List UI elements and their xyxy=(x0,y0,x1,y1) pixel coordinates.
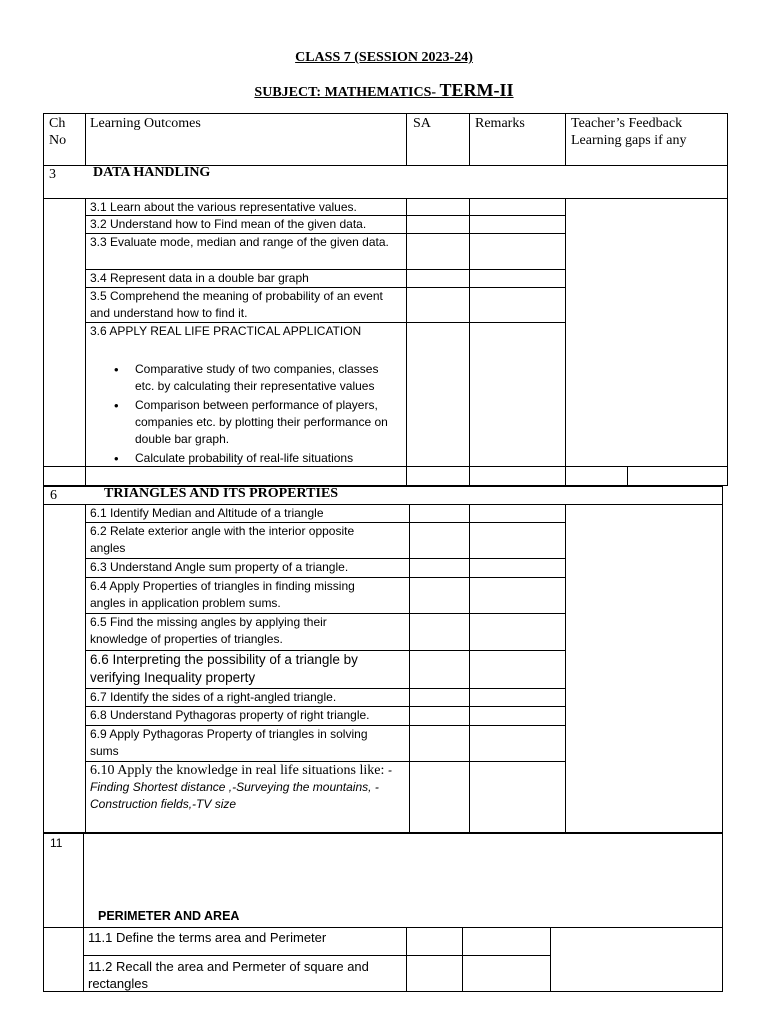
outcome-6-1: 6.1 Identify Median and Altitude of a triangle xyxy=(90,506,324,520)
col-divider xyxy=(85,504,86,833)
chapter-title: PERIMETER AND AREA xyxy=(98,909,240,923)
outcome-11-2: 11.2 Recall the area and Permeter of square and rectangles xyxy=(88,959,369,991)
outcome-6-8: 6.8 Understand Pythagoras property of right triangle. xyxy=(90,708,370,722)
outcome-6-4: 6.4 Apply Properties of triangles in finding missing angles in application problem sums. xyxy=(90,579,355,610)
outcome-11-1: 11.1 Define the terms area and Perimeter xyxy=(88,930,327,945)
col-divider xyxy=(406,113,407,166)
application-bullets xyxy=(135,361,397,469)
col-divider xyxy=(406,198,407,486)
col-divider xyxy=(85,113,86,166)
col-divider xyxy=(550,927,551,992)
outcome-6-7: 6.7 Identify the sides of a right-angled triangle. xyxy=(90,690,337,704)
outcome-6-10: 6.10 Apply the knowledge in real life situations like: -Finding Shortest distance ,-Surveying the mountains, -Construction fields,-TV size xyxy=(90,763,392,811)
col-divider xyxy=(565,504,566,833)
list-item: • Comparison between performance of players, companies etc. by plotting their performance on double bar graph. xyxy=(135,397,397,448)
outcome-3-3: 3.3 Evaluate mode, median and range of the given data. xyxy=(90,235,389,249)
table-border xyxy=(722,833,723,992)
col-divider xyxy=(85,198,86,486)
col-divider xyxy=(627,466,628,486)
table-border xyxy=(722,486,723,833)
header-ch-no: Ch No xyxy=(49,116,67,148)
subject-label: SUBJECT: MATHEMATICS- xyxy=(254,85,440,100)
col-divider xyxy=(469,504,470,833)
outcome-6-3: 6.3 Understand Angle sum property of a triangle. xyxy=(90,560,349,574)
chapter-number: 11 xyxy=(50,836,63,850)
outcome-6-5: 6.5 Find the missing angles by applying their knowledge of properties of triangles. xyxy=(90,615,327,646)
col-divider xyxy=(462,927,463,992)
outcome-6-6: 6.6 Interpreting the possibility of a triangle by verifying Inequality property xyxy=(90,652,358,685)
term-label: TERM-II xyxy=(439,80,514,100)
outcome-3-2: 3.2 Understand how to Find mean of the given data. xyxy=(90,217,367,231)
col-divider xyxy=(565,113,566,166)
outcome-3-6: 3.6 APPLY REAL LIFE PRACTICAL APPLICATION xyxy=(90,324,362,338)
col-divider xyxy=(406,927,407,992)
table-border xyxy=(43,833,723,834)
chapter-number: 3 xyxy=(49,167,56,182)
header-feedback: Teacher’s Feedback Learning gaps if any xyxy=(571,116,687,148)
header-remarks: Remarks xyxy=(475,116,525,131)
table-border xyxy=(43,113,44,486)
chapter-title: TRIANGLES AND ITS PROPERTIES xyxy=(104,486,339,501)
table-row-divider xyxy=(83,955,550,956)
document-subtitle xyxy=(0,80,768,101)
table-border xyxy=(43,833,44,992)
col-divider xyxy=(469,113,470,166)
chapter-title: DATA HANDLING xyxy=(93,165,211,180)
col-divider xyxy=(565,198,566,486)
header-sa: SA xyxy=(413,116,431,131)
table-border xyxy=(43,486,44,833)
col-divider xyxy=(469,198,470,486)
outcome-3-5: 3.5 Comprehend the meaning of probability of an event and understand how to find it. xyxy=(90,289,383,320)
table-border xyxy=(43,113,728,114)
list-item: • Comparative study of two companies, classes etc. by calculating their representative values xyxy=(135,361,397,395)
outcome-6-2: 6.2 Relate exterior angle with the interior opposite angles xyxy=(90,524,355,555)
outcome-3-4: 3.4 Represent data in a double bar graph xyxy=(90,271,309,285)
chapter-number: 6 xyxy=(50,488,57,503)
col-divider xyxy=(409,504,410,833)
document-title: CLASS 7 (SESSION 2023-24) xyxy=(295,50,473,65)
table-row-divider xyxy=(43,927,723,928)
outcome-3-1: 3.1 Learn about the various representative values. xyxy=(90,200,357,214)
outcome-6-9: 6.9 Apply Pythagoras Property of triangles in solving sums xyxy=(90,727,368,758)
header-learning-outcomes: Learning Outcomes xyxy=(90,116,201,131)
table-border xyxy=(727,113,728,486)
list-item: • Calculate probability of real-life situations xyxy=(135,450,397,467)
col-divider xyxy=(83,833,84,992)
